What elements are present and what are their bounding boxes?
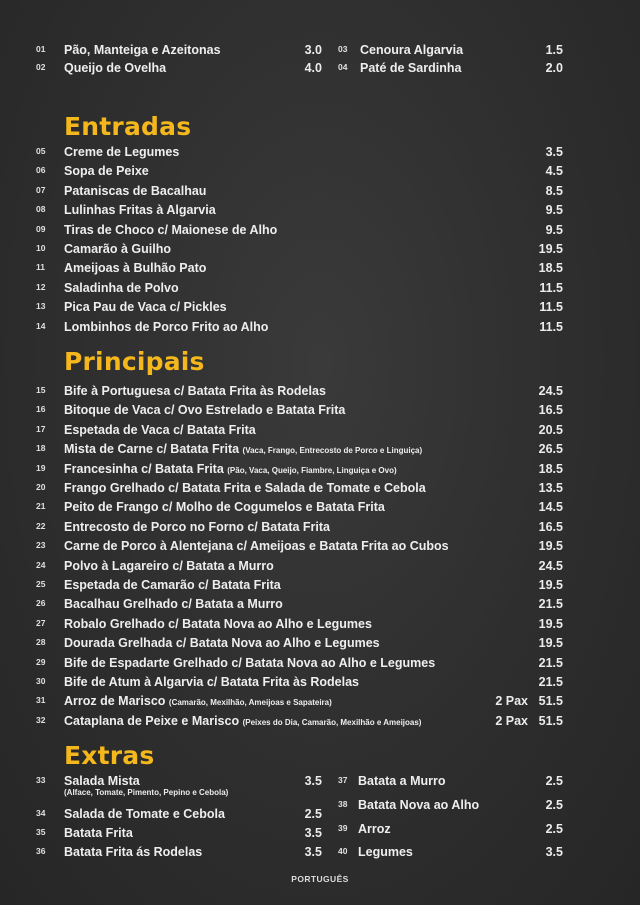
item-price: 11.5 (539, 300, 563, 315)
item-name-text: Bacalhau Grelhado c/ Batata a Murro (64, 597, 283, 612)
item-number: 09 (36, 223, 46, 234)
menu-item (36, 824, 326, 843)
item-name: Salada Mista (64, 774, 140, 788)
item-price: 24.5 (538, 384, 563, 398)
item-name (64, 597, 283, 611)
item-name: Cenoura Algarvia (360, 43, 464, 57)
item-name: Batata Frita (64, 826, 133, 840)
item-price: 3.5 (304, 774, 322, 788)
item-name: Ameijoas à Bulhão Pato (64, 261, 207, 276)
menu-item (36, 182, 566, 201)
menu-item (36, 537, 566, 556)
item-price: 51.5 (538, 694, 563, 709)
item-name: Salada de Tomate e Cebola (64, 807, 225, 821)
item-name (64, 694, 332, 708)
item-number: 14 (36, 320, 46, 331)
item-number: 36 (36, 846, 46, 856)
menu-item (36, 692, 566, 711)
item-name: Tiras de Choco c/ Maionese de Alho (64, 222, 278, 237)
menu-item (36, 382, 566, 401)
item-number: 08 (36, 204, 46, 215)
item-name: Saladinha de Polvo (64, 280, 179, 295)
item-name-text: Bife à Portuguesa c/ Batata Frita às Rodelas (64, 384, 326, 398)
item-name: Pataniscas de Bacalhau (64, 183, 207, 198)
item-price: 21.5 (538, 597, 563, 612)
item-price: 2.5 (545, 798, 563, 812)
item-price: 1.5 (545, 43, 563, 57)
item-name-text: Espetada de Camarão c/ Batata Frita (64, 578, 281, 592)
item-name-text: Arroz de Marisco (64, 694, 166, 709)
item-number: 29 (36, 656, 46, 667)
item-name-text: Bife de Atum à Algarvia c/ Batata Frita às Rodelas (64, 675, 360, 689)
menu-item (36, 240, 566, 259)
item-number: 21 (36, 501, 46, 512)
item-price: 24.5 (538, 558, 563, 573)
item-price: 2.5 (304, 807, 322, 821)
item-name: Batata Nova ao Alho (358, 798, 480, 812)
item-price: 21.5 (538, 675, 563, 689)
item-name: Batata a Murro (358, 774, 446, 788)
item-name-text: Dourada Grelhada c/ Batata Nova ao Alho e Legumes (64, 636, 380, 651)
item-number: 24 (36, 559, 46, 570)
footer-language: PORTUGUÊS (291, 874, 349, 884)
item-number: 04 (338, 62, 348, 72)
item-number: 28 (36, 637, 46, 648)
menu-item (36, 298, 566, 317)
item-name-text: Entrecosto de Porco no Forno c/ Batata Frita (64, 519, 331, 534)
item-price: 19.5 (538, 616, 563, 631)
item-number: 20 (36, 482, 46, 492)
item-number: 02 (36, 62, 46, 72)
item-number: 15 (36, 385, 46, 395)
item-number: 19 (36, 462, 46, 473)
item-price: 3.0 (304, 43, 322, 57)
item-name (64, 500, 385, 514)
item-name (64, 442, 422, 456)
menu-item (36, 279, 566, 298)
item-number: 11 (36, 262, 45, 273)
item-number: 33 (36, 775, 46, 785)
item-number: 39 (338, 823, 348, 833)
item-price: 2.0 (545, 61, 563, 75)
menu-item (36, 712, 566, 731)
item-price: 9.5 (545, 222, 563, 237)
item-pax: 2 Pax (495, 694, 528, 709)
item-name (64, 617, 372, 631)
item-name-text: Bitoque de Vaca c/ Ovo Estrelado e Batata Frita (64, 403, 346, 418)
item-name (64, 384, 326, 398)
item-price: 14.5 (538, 500, 563, 515)
item-number: 18 (36, 443, 46, 454)
menu-item (36, 843, 326, 862)
menu-item (36, 615, 566, 634)
item-price: 4.0 (304, 61, 322, 75)
menu-item (36, 557, 566, 576)
item-price: 11.5 (539, 280, 563, 295)
item-number: 35 (36, 827, 46, 837)
item-name (64, 675, 359, 689)
item-number: 17 (36, 423, 46, 434)
item-number: 26 (36, 598, 46, 609)
menu-item (36, 201, 566, 220)
item-name-text: Cataplana de Peixe e Marisco (64, 713, 240, 728)
item-price: 16.5 (538, 519, 563, 534)
item-price: 4.5 (545, 164, 563, 179)
item-note: (Vaca, Frango, Entrecosto de Porco e Linguiça) (242, 446, 423, 456)
item-price: 3.5 (545, 145, 563, 159)
item-name: Paté de Sardinha (360, 61, 462, 75)
item-name: Lombinhos de Porco Frito ao Alho (64, 319, 269, 334)
item-number: 32 (36, 714, 46, 725)
menu-item (36, 162, 566, 181)
item-number: 31 (36, 695, 46, 706)
item-number: 12 (36, 281, 46, 292)
item-name-text: Polvo à Lagareiro c/ Batata a Murro (64, 558, 274, 573)
item-note: (Peixes do Dia, Camarão, Mexilhão e Ameijoas) (242, 717, 422, 727)
menu-item (338, 59, 566, 78)
item-name (64, 462, 397, 476)
item-name (64, 714, 421, 728)
item-name: Camarão à Guilho (64, 242, 171, 256)
item-note: (Pão, Vaca, Queijo, Fiambre, Linguiça e Ovo) (227, 465, 397, 475)
menu-item (36, 634, 566, 653)
item-number: 37 (338, 775, 348, 785)
item-name: Creme de Legumes (64, 145, 180, 159)
item-number: 05 (36, 146, 46, 156)
item-name: Pica Pau de Vaca c/ Pickles (64, 300, 227, 315)
item-price: 8.5 (545, 183, 563, 198)
item-price: 3.5 (545, 845, 563, 859)
menu-item (36, 673, 566, 692)
item-price: 2.5 (545, 774, 563, 788)
item-price: 21.5 (538, 655, 563, 670)
item-number: 30 (36, 676, 46, 686)
menu-item (36, 41, 326, 60)
item-number: 34 (36, 808, 46, 818)
item-number: 13 (36, 301, 46, 312)
item-name-text: Mista de Carne c/ Batata Frita (64, 442, 240, 457)
item-subtitle: (Alface, Tomate, Pimento, Pepino e Cebola) (64, 788, 229, 797)
menu-item (36, 595, 566, 614)
item-name-text: Robalo Grelhado c/ Batata Nova ao Alho e Legumes (64, 616, 372, 631)
item-name-text: Francesinha c/ Batata Frita (64, 461, 224, 476)
menu-item (36, 805, 326, 824)
item-name (64, 481, 426, 495)
item-number: 07 (36, 184, 46, 195)
menu-item (36, 479, 566, 498)
item-name (64, 423, 256, 437)
menu-item (36, 143, 566, 162)
item-name (64, 559, 274, 573)
item-price: 3.5 (304, 845, 322, 859)
item-number: 01 (36, 44, 46, 54)
item-price: 11.5 (539, 319, 563, 334)
menu-item (338, 843, 566, 862)
menu-item (338, 772, 566, 791)
item-price: 20.5 (538, 422, 563, 437)
menu-item (36, 460, 566, 479)
menu-item (36, 518, 566, 537)
item-pax: 2 Pax (495, 713, 528, 728)
item-number: 16 (36, 404, 46, 415)
menu-item (36, 576, 566, 595)
item-name-text: Frango Grelhado c/ Batata Frita e Salada de Tomate e Cebola (64, 481, 426, 495)
item-name: Pão, Manteiga e Azeitonas (64, 43, 221, 57)
item-number: 27 (36, 617, 46, 628)
item-price: 19.5 (538, 636, 563, 651)
item-number: 10 (36, 243, 46, 253)
item-name: Queijo de Ovelha (64, 61, 167, 75)
item-price: 19.5 (538, 578, 563, 592)
menu-item (36, 421, 566, 440)
item-name: Batata Frita ás Rodelas (64, 845, 203, 859)
item-price: 3.5 (304, 826, 322, 840)
item-name (64, 403, 345, 417)
item-number: 06 (36, 165, 46, 176)
menu-item (36, 318, 566, 337)
item-name (64, 539, 449, 553)
menu-item (36, 59, 326, 78)
menu-item (36, 401, 566, 420)
item-name-text: Peito de Frango c/ Molho de Cogumelos e Batata Frita (64, 500, 385, 515)
section-title-principais: Principais (64, 347, 205, 376)
item-name (64, 520, 330, 534)
item-name: Legumes (358, 845, 413, 859)
item-price: 9.5 (545, 203, 563, 218)
item-name-text: Bife de Espadarte Grelhado c/ Batata Nova ao Alho e Legumes (64, 655, 436, 670)
menu-item (36, 772, 326, 797)
item-name (64, 636, 380, 650)
item-name (64, 656, 435, 670)
item-price: 19.5 (538, 539, 563, 554)
item-name-text: Espetada de Vaca c/ Batata Frita (64, 422, 256, 437)
item-number: 40 (338, 846, 348, 856)
item-name: Lulinhas Fritas à Algarvia (64, 203, 216, 218)
menu-item (36, 221, 566, 240)
item-note: (Camarão, Mexilhão, Ameijoas e Sapateira) (168, 698, 332, 708)
item-name (64, 578, 281, 592)
item-number: 38 (338, 799, 348, 809)
section-title-entradas: Entradas (64, 112, 192, 141)
item-price: 13.5 (538, 481, 563, 495)
menu-item (338, 41, 566, 60)
menu-item (36, 259, 566, 278)
menu-item (338, 820, 566, 839)
item-number: 22 (36, 520, 46, 531)
item-number: 25 (36, 579, 46, 589)
item-number: 23 (36, 540, 46, 551)
item-price: 51.5 (538, 713, 563, 728)
menu-item (36, 498, 566, 517)
item-price: 18.5 (538, 261, 563, 276)
item-price: 19.5 (538, 242, 563, 256)
item-price: 2.5 (545, 822, 563, 836)
menu-item (36, 654, 566, 673)
menu-item (338, 796, 566, 815)
item-price: 18.5 (538, 461, 563, 476)
item-price: 16.5 (538, 403, 563, 418)
item-name: Sopa de Peixe (64, 164, 149, 179)
section-title-extras: Extras (64, 741, 155, 770)
item-name: Arroz (358, 822, 391, 836)
item-name-text: Carne de Porco à Alentejana c/ Ameijoas e Batata Frita ao Cubos (64, 539, 449, 554)
item-number: 03 (338, 44, 348, 54)
item-price: 26.5 (538, 442, 563, 457)
menu-item (36, 440, 566, 459)
